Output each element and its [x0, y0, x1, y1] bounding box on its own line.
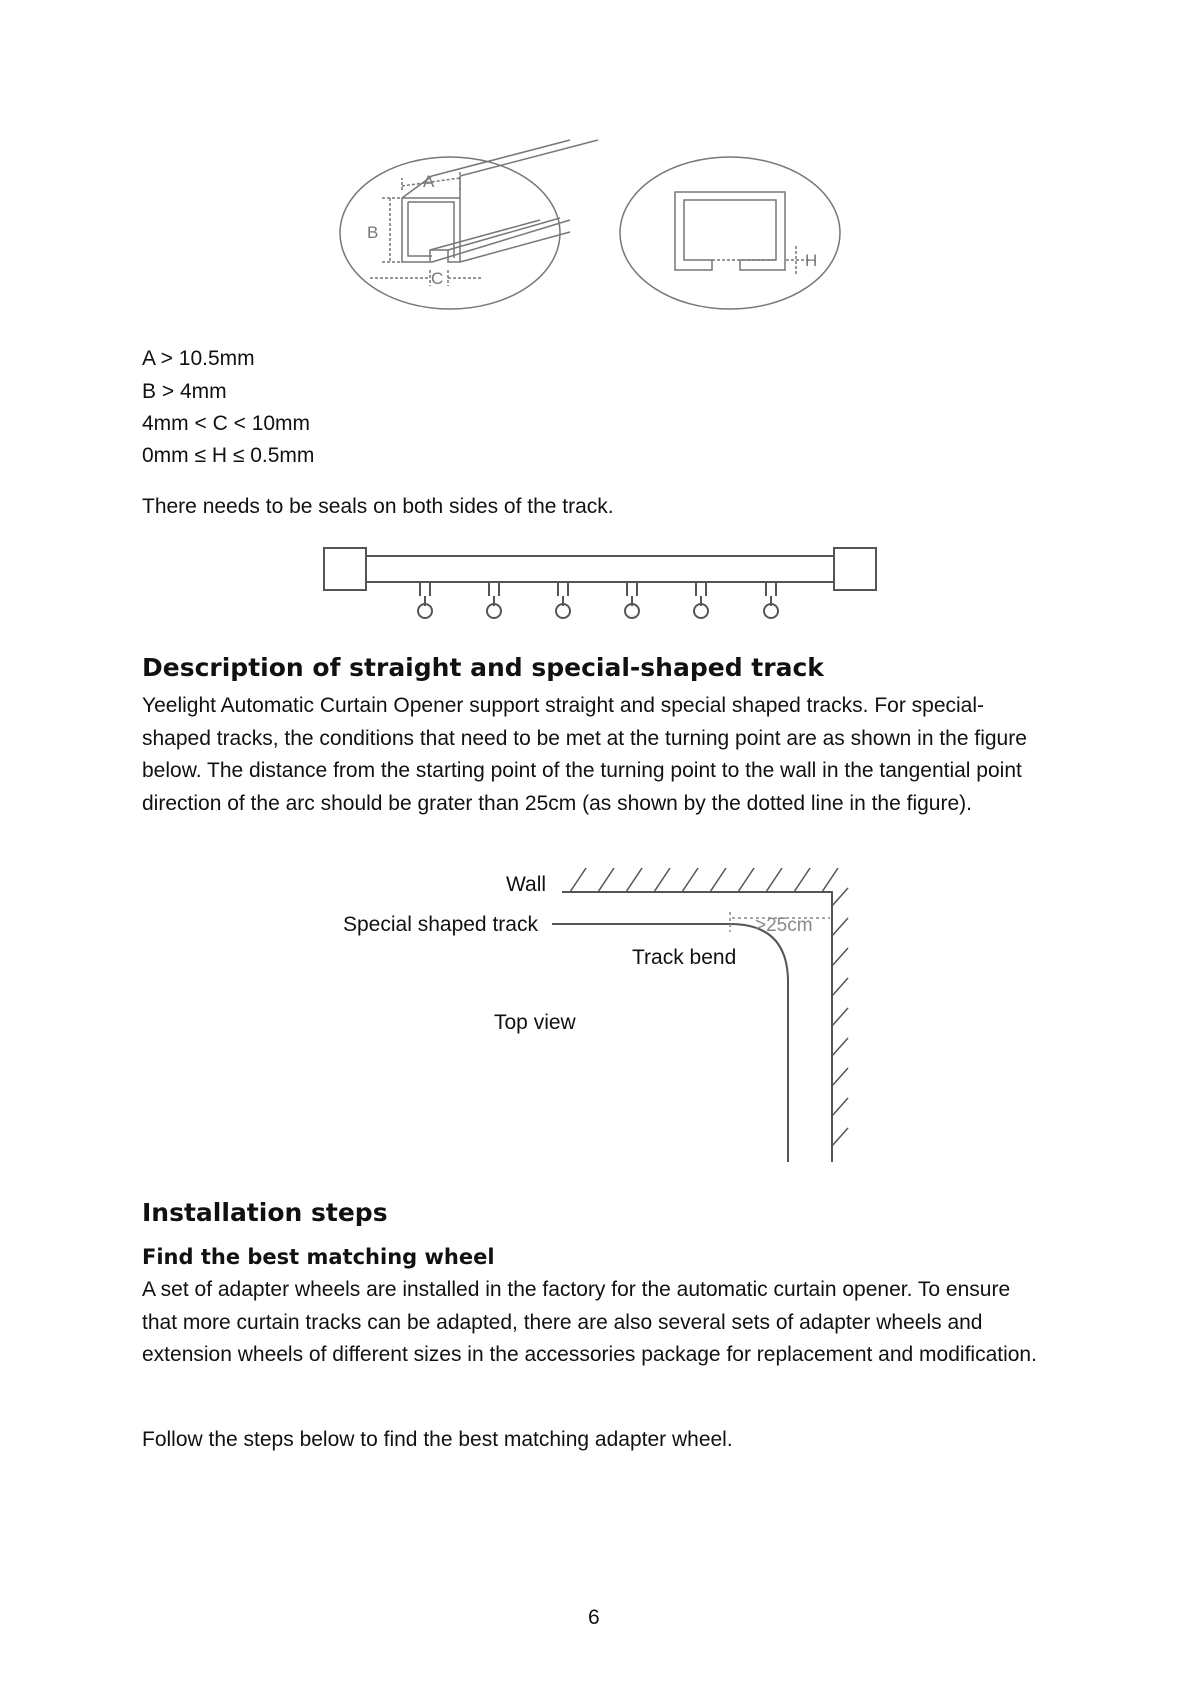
track-bar [366, 556, 834, 582]
seal-left [324, 548, 366, 590]
track-bend-label: Track bend [632, 946, 737, 969]
heading-installation-steps: Installation steps [142, 1198, 388, 1227]
install-paragraph: A set of adapter wheels are installed in the factory for the automatic curtain opener. To ensure that more curtain tracks can be adapted, there are also several sets of adapter wheels and extension wheels of different sizes in the accessories package for replacement and modification. [142, 1278, 1037, 1366]
spec-a: A > 10.5mm [142, 347, 255, 370]
wall-hatch-top [570, 868, 838, 892]
label-h: H [805, 251, 818, 270]
track-profile-figure [340, 150, 850, 320]
wall-hatch-right [832, 888, 848, 1146]
follow-steps-note: Follow the steps below to find the best matching adapter wheel. [142, 1428, 733, 1451]
subheading-best-wheel: Find the best matching wheel [142, 1245, 495, 1269]
wall-label: Wall [506, 873, 547, 896]
spec-b: B > 4mm [142, 380, 227, 403]
page-number: 6 [588, 1606, 600, 1629]
label-a: A [423, 172, 435, 191]
track-bend-figure [540, 862, 860, 1172]
label-b: B [367, 223, 379, 242]
spec-c: 4mm < C < 10mm [142, 412, 311, 435]
spec-h: 0mm ≤ H ≤ 0.5mm [142, 444, 315, 467]
straight-track-figure [320, 540, 880, 620]
runners [416, 582, 780, 618]
distance-label: >25cm [755, 915, 813, 936]
special-track-label: Special shaped track [343, 913, 538, 936]
track-description-paragraph: Yeelight Automatic Curtain Opener support straight and special shaped tracks. For special-shaped tracks, the conditions that need to be met at the turning point are as shown in the figure below. The distance from the starting point of the turning point to the wall in the tangential point direction of the arc should be grater than 25cm (as shown by the dotted line in the figure). [142, 694, 1027, 815]
label-c: C [431, 269, 444, 288]
section-ellipse [620, 157, 840, 309]
seal-right [834, 548, 876, 590]
top-view-label: Top view [494, 1011, 576, 1034]
seals-note: There needs to be seals on both sides of the track. [142, 495, 614, 518]
heading-track-description: Description of straight and special-shaped track [142, 653, 824, 682]
